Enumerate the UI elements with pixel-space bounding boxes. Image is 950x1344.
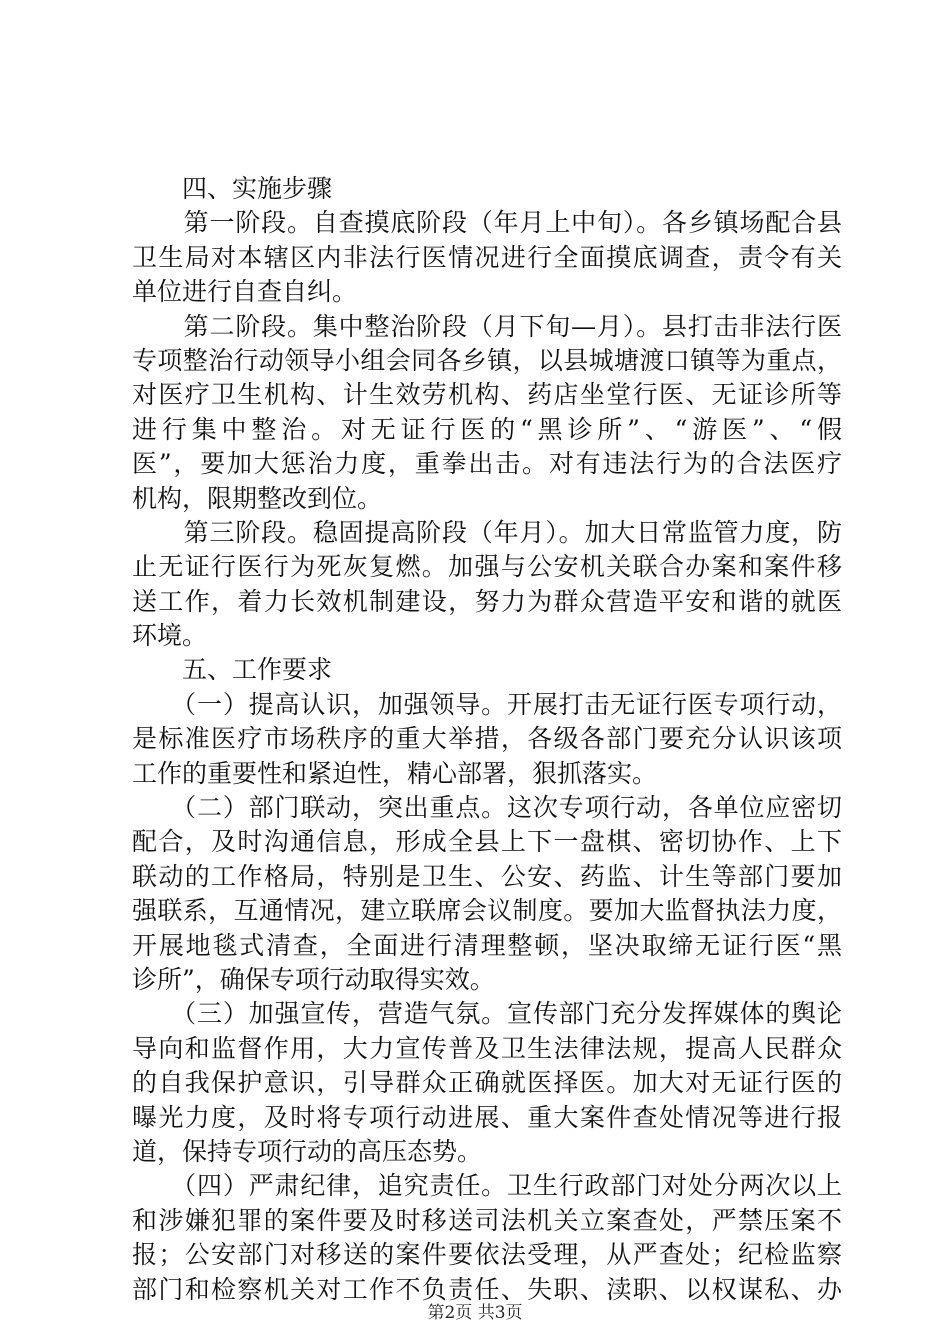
text-line: 专项整治行动领导小组会同各乡镇，以县城塘渡口镇等为重点，	[132, 345, 842, 375]
text-line: 机构，限期整改到位。	[132, 483, 383, 513]
text-line: 五、工作要求	[132, 655, 333, 685]
text-line: 第三阶段。稳固提高阶段（年月）。加大日常监管力度，防	[132, 517, 842, 547]
text-line: 联动的工作格局，特别是卫生、公安、药监、计生等部门要加	[132, 861, 842, 891]
document-body	[132, 172, 842, 1307]
text-line: 卫生局对本辖区内非法行医情况进行全面摸底调查，责令有关	[132, 242, 842, 272]
page-footer: 第2页 共3页	[427, 1303, 523, 1323]
text-line: 和涉嫌犯罪的案件要及时移送司法机关立案查处，严禁压案不	[132, 1205, 842, 1235]
text-line: 曝光力度，及时将专项行动进展、重大案件查处情况等进行报	[132, 1102, 842, 1132]
text-line: 第一阶段。自查摸底阶段（年月上中旬）。各乡镇场配合县	[132, 208, 842, 238]
text-line: 送工作，着力长效机制建设，努力为群众营造平安和谐的就医	[132, 586, 842, 616]
text-line: 配合，及时沟通信息，形成全县上下一盘棋、密切协作、上下	[132, 827, 842, 857]
text-line: 对医疗卫生机构、计生效劳机构、药店坐堂行医、无证诊所等	[132, 380, 842, 410]
text-line: 开展地毯式清查，全面进行清理整顿，坚决取缔无证行医“黑	[132, 930, 842, 960]
text-line: （一）提高认识，加强领导。开展打击无证行医专项行动，	[132, 689, 842, 719]
text-line: 进行集中整治。对无证行医的“黑诊所”、“游医”、“假	[132, 414, 842, 444]
text-line: 道，保持专项行动的高压态势。	[132, 1136, 483, 1166]
text-line: 环境。	[132, 621, 208, 651]
text-line: 单位进行自查自纠。	[132, 277, 358, 307]
text-line: 止无证行医行为死灰复燃。加强与公安机关联合办案和案件移	[132, 552, 842, 582]
text-line: （三）加强宣传，营造气氛。宣传部门充分发挥媒体的舆论	[132, 999, 842, 1029]
text-line: 诊所”，确保专项行动取得实效。	[132, 964, 495, 994]
text-line: 工作的重要性和紧迫性，精心部署，狠抓落实。	[132, 758, 658, 788]
text-line: 部门和检察机关对工作不负责任、失职、渎职、以权谋私、办	[132, 1274, 842, 1304]
text-line: （二）部门联动，突出重点。这次专项行动，各单位应密切	[132, 793, 842, 823]
text-line: 医”，要加大惩治力度，重拳出击。对有违法行为的合法医疗	[132, 449, 842, 479]
text-line: 是标准医疗市场秩序的重大举措，各级各部门要充分认识该项	[132, 724, 842, 754]
text-line: 四、实施步骤	[132, 174, 333, 203]
text-line: 的自我保护意识，引导群众正确就医择医。加大对无证行医的	[132, 1068, 842, 1098]
text-line: （四）严肃纪律，追究责任。卫生行政部门对处分两次以上	[132, 1171, 842, 1201]
text-line: 报；公安部门对移送的案件要依法受理，从严查处；纪检监察	[132, 1240, 842, 1270]
text-line: 导向和监督作用，大力宣传普及卫生法律法规，提高人民群众	[132, 1033, 842, 1063]
text-line: 第二阶段。集中整治阶段（月下旬—月）。县打击非法行医	[132, 311, 842, 341]
text-line: 强联系，互通情况，建立联席会议制度。要加大监督执法力度，	[132, 896, 842, 926]
